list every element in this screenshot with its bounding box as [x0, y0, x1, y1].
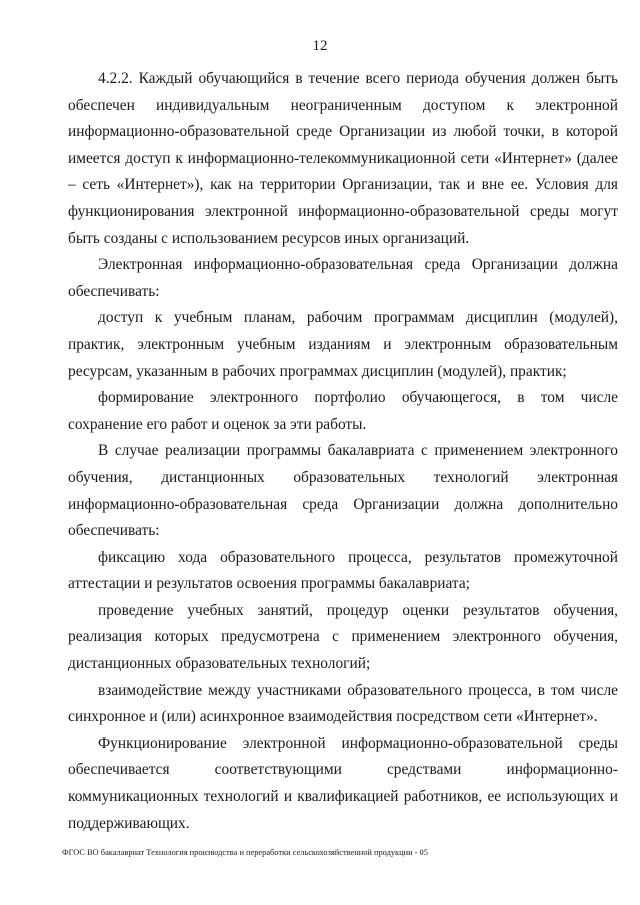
paragraph-progress-recording: фиксацию хода образовательного процесса, результатов промежуточной аттестации и результатов освоения программы бакалавриата; — [68, 548, 618, 593]
document-body — [68, 66, 618, 837]
paragraph-portfolio: формирование электронного портфолио обучающегося, в том числе сохранение его работ и оценок за эти работы. — [68, 389, 618, 433]
page-footer: ФГОС ВО бакалавриат Технология производства и переработки сельскохозяйственной продукции - 05 — [62, 848, 428, 857]
paragraph-functioning: Функционирование электронной информационно-образовательной среды обеспечивается соответствующими средствами информационно-коммуникационных технологий и квалификацией работников, ее использующих и поддерживающих. — [68, 734, 618, 832]
paragraph-classes-and-assessment: проведение учебных занятий, процедур оценки результатов обучения, реализация которых предусмотрена с применением электронного обучения, дистанционных образовательных технологий; — [68, 601, 618, 673]
paragraph-distance-learning: В случае реализации программы бакалавриата с применением электронного обучения, дистанционных образовательных технологий электронная информационно-образовательная среда Организации должна дополнительно обеспечивать: — [68, 442, 618, 540]
paragraph-eios-requirements: Электронная информационно-образовательная среда Организации должна обеспечивать: — [68, 256, 618, 300]
paragraph-interaction: взаимодействие между участниками образовательного процесса, в том числе синхронное и (или) асинхронное взаимодействия посредством сети «Интернет». — [68, 681, 618, 726]
page-number: 12 — [312, 38, 328, 54]
paragraph-access-to-plans: доступ к учебным планам, рабочим программам дисциплин (модулей), практик, электронным учебным изданиям и электронным образовательным ресурсам, указанным в рабочих программах дисциплин (модулей), практик; — [68, 309, 618, 380]
paragraph-4-2-2: 4.2.2. Каждый обучающийся в течение всего периода обучения должен быть обеспечен индивидуальным неограниченным доступом к электронной информационно-образовательной среде Организации из любой точки, в которой имеется доступ к информационно-телекоммуникационной сети «Интернет» (далее – сеть «Интернет»), как на территории Организации, так и вне ее. Условия для функционирования электронной информационно-образовательной среды могут быть созданы с использованием ресурсов иных организаций. — [68, 70, 618, 247]
